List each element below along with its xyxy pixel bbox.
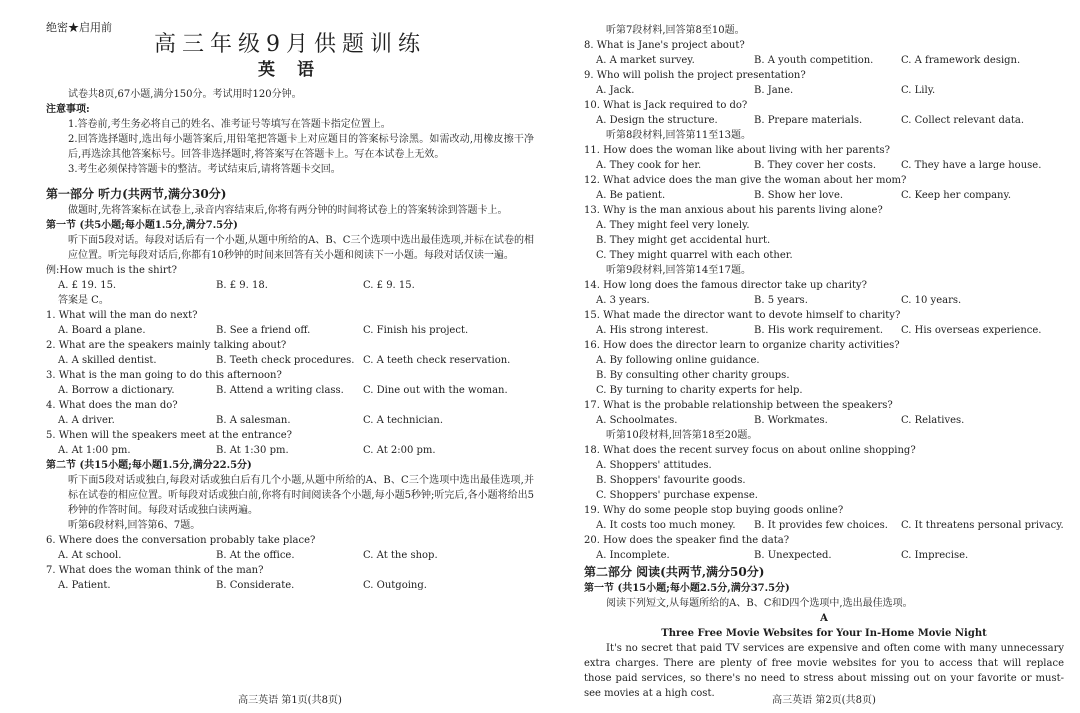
question-options [46, 443, 534, 458]
option: C. They have a large house. [901, 160, 1042, 171]
question: 19. Why do some people stop buying goods online? [584, 505, 844, 516]
option: A. It costs too much money. [596, 520, 736, 531]
exam-info: 试卷共8页,67小题,满分150分。考试用时120分钟。 [68, 89, 302, 100]
question: 13. Why is the man anxious about his parents living alone? [584, 205, 883, 216]
example-options [46, 278, 534, 293]
option: C. £ 9. 15. [363, 280, 415, 291]
question: 2. What are the speakers mainly talking about? [46, 340, 287, 351]
question: 20. How does the speaker find the data? [584, 535, 790, 546]
question: 3. What is the man going to do this afternoon? [46, 370, 282, 381]
option: B. £ 9. 18. [216, 280, 268, 291]
option: B. It provides few choices. [754, 520, 888, 531]
option: B. Attend a writing class. [216, 385, 344, 396]
option: A. A skilled dentist. [58, 355, 157, 366]
option: B. A salesman. [216, 415, 291, 426]
option: A. Shoppers' attitudes. [596, 460, 712, 471]
question: 4. What does the man do? [46, 400, 178, 411]
option: A. 3 years. [596, 295, 650, 306]
question-options [584, 83, 1064, 98]
option: A. Patient. [58, 580, 111, 591]
option: C. His overseas experience. [901, 325, 1042, 336]
question-options [584, 113, 1064, 128]
question-options [584, 518, 1064, 533]
option: B. His work requirement. [754, 325, 884, 336]
option: B. 5 years. [754, 295, 808, 306]
question-options [584, 158, 1064, 173]
option: C. A framework design. [901, 55, 1021, 66]
part2-intro: 阅读下列短文,从每题所给的A、B、C和D四个选项中,选出最佳选项。 [606, 598, 913, 609]
option: C. Outgoing. [363, 580, 427, 591]
notice-item: 1.答卷前,考生务必将自己的姓名、准考证号等填写在答题卡指定位置上。 [68, 119, 391, 130]
option: B. Shoppers' favourite goods. [596, 475, 746, 486]
page-footer: 高三英语 第2页(共8页) [772, 695, 876, 706]
question: 12. What advice does the man give the woman about her mom? [584, 175, 907, 186]
question-options [584, 188, 1064, 203]
option: B. Jane. [754, 85, 794, 96]
option: A. Design the structure. [596, 115, 718, 126]
option: B. Show her love. [754, 190, 844, 201]
part1-title: 第一部分 听力(共两节,满分30分) [46, 187, 227, 201]
option: B. Unexpected. [754, 550, 832, 561]
question: 17. What is the probable relationship between the speakers? [584, 400, 893, 411]
question: 16. How does the director learn to organize charity activities? [584, 340, 900, 351]
option: B. By consulting other charity groups. [596, 370, 790, 381]
option: B. Workmates. [754, 415, 828, 426]
option: A. A driver. [58, 415, 115, 426]
option: C. Keep her company. [901, 190, 1011, 201]
question: 9. Who will polish the project presentation? [584, 70, 806, 81]
exam-subject: 英 语 [258, 60, 322, 80]
option: C. At 2:00 pm. [363, 445, 436, 456]
option: C. Dine out with the woman. [363, 385, 508, 396]
notice-item: 2.回答选择题时,选出每小题答案后,用铅笔把答题卡上对应题目的答案标号涂黑。如需改动,用橡皮擦干净后,再选涂其他答案标号。回答非选择题时,将答案写在答题卡上。写在本试卷上无效。 [68, 134, 534, 160]
passage-letter: A [820, 613, 828, 624]
option: C. Finish his project. [363, 325, 469, 336]
option: A. At school. [58, 550, 122, 561]
question: 7. What does the woman think of the man? [46, 565, 264, 576]
option: A. Borrow a dictionary. [58, 385, 175, 396]
option: C. They might quarrel with each other. [596, 250, 793, 261]
option: A. They cook for her. [596, 160, 702, 171]
option: C. By turning to charity experts for help. [596, 385, 803, 396]
material-label: 听第7段材料,回答第8至10题。 [606, 25, 745, 36]
option: A. His strong interest. [596, 325, 709, 336]
section2-title: 第二节 (共15小题;每小题1.5分,满分22.5分) [46, 460, 252, 471]
question-options [46, 383, 534, 398]
question-options [584, 323, 1064, 338]
page-footer: 高三英语 第1页(共8页) [238, 695, 342, 706]
option: A. A market survey. [596, 55, 695, 66]
option: A. Jack. [596, 85, 635, 96]
option: B. Considerate. [216, 580, 295, 591]
passage-text: It's no secret that paid TV services are expensive and often come with many unnecessary extra charges. There are plenty of free movie websites for you to access that will replace those paid services, so there's no need to stress about missing out on your favorite or must-see movies at a high cost. [584, 643, 1064, 699]
question: 6. Where does the conversation probably take place? [46, 535, 316, 546]
option: C. A technician. [363, 415, 444, 426]
option: A. Incomplete. [596, 550, 670, 561]
question: 10. What is Jack required to do? [584, 100, 748, 111]
option: B. At the office. [216, 550, 295, 561]
question-options [46, 353, 534, 368]
option: C. Relatives. [901, 415, 965, 426]
option: C. Collect relevant data. [901, 115, 1025, 126]
option: A. Schoolmates. [596, 415, 678, 426]
option: C. Imprecise. [901, 550, 969, 561]
example-answer: 答案是 C。 [58, 295, 109, 306]
exam-title: 高三年级9月供题训练 [154, 32, 426, 57]
question-options [584, 413, 1064, 428]
question: 5. When will the speakers meet at the entrance? [46, 430, 293, 441]
section1-intro: 听下面5段对话。每段对话后有一个小题,从题中所给的A、B、C三个选项中选出最佳选项,并标在试卷的相应位置。听完每段对话后,你都有10秒钟的时间来回答有关小题和阅读下一小题。每段对话仅读一遍。 [68, 235, 534, 261]
material-label: 听第6段材料,回答第6、7题。 [68, 520, 201, 531]
question-options [46, 578, 534, 593]
option: B. Prepare materials. [754, 115, 863, 126]
material-label: 听第8段材料,回答第11至13题。 [606, 130, 751, 141]
section1-title: 第一节 (共5小题;每小题1.5分,满分7.5分) [46, 220, 238, 231]
option: C. Lily. [901, 85, 936, 96]
option: B. A youth competition. [754, 55, 874, 66]
page-1 [46, 0, 534, 713]
confidential-label: 绝密★启用前 [46, 21, 112, 34]
option: B. Teeth check procedures. [216, 355, 355, 366]
option: C. 10 years. [901, 295, 962, 306]
material-label: 听第9段材料,回答第14至17题。 [606, 265, 751, 276]
option: B. They might get accidental hurt. [596, 235, 771, 246]
part1-intro: 做题时,先将答案标在试卷上,录音内容结束后,你将有两分钟的时间将试卷上的答案转涂到答题卡上。 [68, 205, 508, 216]
option: A. At 1:00 pm. [58, 445, 131, 456]
part2-section1-title: 第一节 (共15小题;每小题2.5分,满分37.5分) [584, 583, 790, 594]
question: 15. What made the director want to devote himself to charity? [584, 310, 901, 321]
part2-title: 第二部分 阅读(共两节,满分50分) [584, 565, 765, 579]
question-options [46, 323, 534, 338]
material-label: 听第10段材料,回答第18至20题。 [606, 430, 758, 441]
option: A. By following online guidance. [596, 355, 760, 366]
example-question: 例:How much is the shirt? [46, 265, 177, 276]
passage-title: Three Free Movie Websites for Your In-Home Movie Night [661, 628, 987, 639]
question: 8. What is Jane's project about? [584, 40, 745, 51]
question-options [46, 548, 534, 563]
question: 18. What does the recent survey focus on about online shopping? [584, 445, 916, 456]
option: B. At 1:30 pm. [216, 445, 289, 456]
question-options [46, 413, 534, 428]
question-options [584, 53, 1064, 68]
question-options [584, 293, 1064, 308]
option: C. Shoppers' purchase expense. [596, 490, 758, 501]
notice-title: 注意事项: [46, 104, 90, 115]
option: B. They cover her costs. [754, 160, 877, 171]
option: A. Be patient. [596, 190, 666, 201]
option: C. At the shop. [363, 550, 438, 561]
question-options [584, 548, 1064, 563]
option: B. See a friend off. [216, 325, 311, 336]
option: A. They might feel very lonely. [596, 220, 750, 231]
question: 1. What will the man do next? [46, 310, 198, 321]
page-2 [584, 0, 1064, 713]
option: A. Board a plane. [58, 325, 146, 336]
question: 11. How does the woman like about living with her parents? [584, 145, 890, 156]
section2-intro: 听下面5段对话或独白,每段对话或独白后有几个小题,从题中所给的A、B、C三个选项中选出最佳选项,并标在试卷的相应位置。听每段对话或独白前,你将有时间阅读各个小题,每小题5秒钟;听完后,各小题将给出5秒钟的作答时间。每段对话或独白读两遍。 [68, 475, 534, 516]
option: A. £ 19. 15. [58, 280, 117, 291]
option: C. It threatens personal privacy. [901, 520, 1064, 531]
question: 14. How long does the famous director take up charity? [584, 280, 867, 291]
option: C. A teeth check reservation. [363, 355, 511, 366]
notice-item: 3.考生必须保持答题卡的整洁。考试结束后,请将答题卡交回。 [68, 164, 341, 175]
